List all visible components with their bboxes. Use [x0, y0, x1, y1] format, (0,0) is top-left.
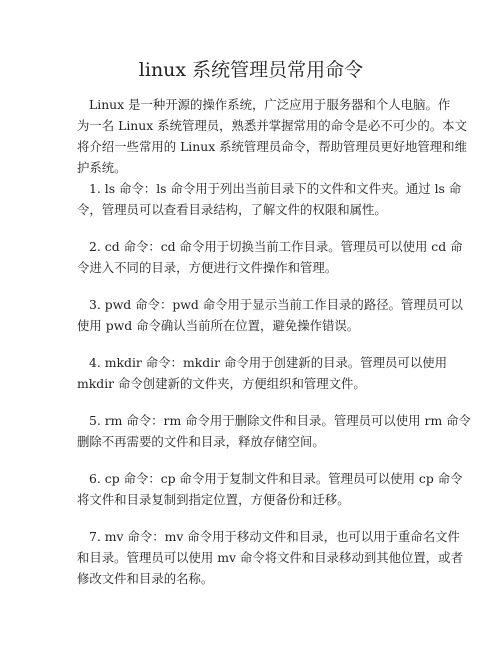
- command-paragraph-mkdir: [77, 352, 447, 394]
- command-paragraph-rm: [77, 410, 471, 452]
- paragraph-line: mkdir 命令创建新的文件夹，方便组织和管理文件。: [77, 376, 366, 391]
- command-paragraph-cp: [77, 468, 463, 510]
- paragraph-line: 2. cd 命令：cd 命令用于切换当前工作目录。管理员可以使用 cd 命: [89, 239, 463, 254]
- paragraph-line: 4. mkdir 命令：mkdir 命令用于创建新的目录。管理员可以使用: [89, 355, 447, 370]
- paragraph-line: Linux 是一种开源的操作系统，广泛应用于服务器和个人电脑。作: [89, 97, 451, 112]
- paragraph-line: 将介绍一些常用的 Linux 系统管理员命令，帮助管理员更好地管理和维: [77, 139, 467, 154]
- paragraph-line: 7. mv 命令：mv 命令用于移动文件和目录，也可以用于重命名文件: [89, 529, 460, 544]
- paragraph-line: 将文件和目录复制到指定位置，方便备份和迁移。: [77, 492, 350, 507]
- command-paragraph-pwd: [77, 294, 463, 336]
- command-paragraph-mv: [77, 526, 463, 589]
- command-paragraph-ls: [77, 178, 462, 220]
- paragraph-line: 令，管理员可以查看目录结构，了解文件的权限和属性。: [77, 202, 387, 217]
- command-paragraph-cd: [77, 236, 463, 278]
- paragraph-line: 5. rm 命令：rm 命令用于删除文件和目录。管理员可以使用 rm 命令: [89, 413, 471, 428]
- paragraph-line: 使用 pwd 命令确认当前所在位置，避免操作错误。: [77, 318, 360, 333]
- paragraph-line: 为一名 Linux 系统管理员，熟悉并掌握常用的命令是必不可少的。本文: [77, 118, 467, 133]
- paragraph-line: 1. ls 命令：ls 命令用于列出当前目录下的文件和文件夹。通过 ls 命: [89, 181, 462, 196]
- paragraph-line: 6. cp 命令：cp 命令用于复制文件和目录。管理员可以使用 cp 命令: [89, 471, 463, 486]
- paragraph-line: 护系统。: [77, 160, 127, 175]
- paragraph-line: 修改文件和目录的名称。: [77, 571, 214, 586]
- document-title: linux 系统管理员常用命令: [138, 59, 364, 81]
- intro-paragraph: [77, 94, 467, 178]
- paragraph-line: 和目录。管理员可以使用 mv 命令将文件和目录移动到其他位置，或者: [77, 550, 463, 565]
- paragraph-line: 令进入不同的目录，方便进行文件操作和管理。: [77, 260, 338, 275]
- paragraph-line: 删除不再需要的文件和目录，释放存储空间。: [77, 434, 325, 449]
- paragraph-line: 3. pwd 命令：pwd 命令用于显示当前工作目录的路径。管理员可以: [89, 297, 463, 312]
